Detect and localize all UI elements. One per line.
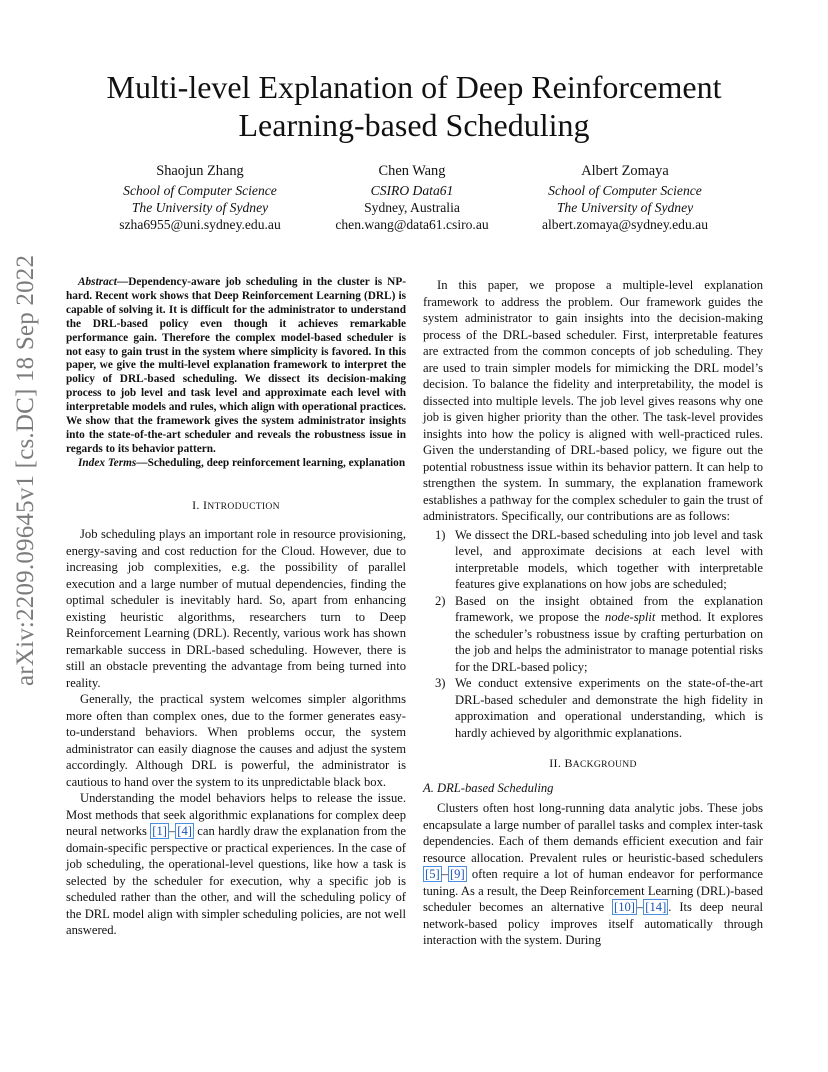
contributions-list [423, 527, 763, 742]
section-heading-introduction: I. INTRODUCTION [192, 497, 280, 512]
author-email: albert.zomaya@sydney.edu.au [541, 217, 708, 232]
intro-paragraph-1: Job scheduling plays an important role in resource provisioning, energy-saving and cost reduction for the Cloud. However, due to increasing job complexities, e.g. the possibility of parallel execution and a large number of mutual dependencies, finding the optimal scheduler is inevitably hard. So, apart from enhancing existing heuristic algorithms, researchers turn to Deep Reinforcement Learning (DRL). Recently, various work has shown remarkable success in DRL-based scheduling. However, there is still an obstacle preventing the advantage from being turned into reality. [66, 527, 406, 690]
index-terms-text: —Scheduling, deep reinforcement learning, explanation [136, 456, 406, 469]
citation-link[interactable]: [10] [614, 900, 635, 914]
author-name: Chen Wang [378, 163, 446, 179]
author-email: szha6955@uni.sydney.edu.au [119, 217, 281, 232]
right-column [423, 277, 763, 949]
citation-link[interactable]: [1] [152, 824, 167, 839]
author-affiliation: School of Computer Science [123, 183, 277, 198]
author-name: Shaojun Zhang [156, 163, 244, 179]
index-terms [66, 457, 406, 471]
author-affiliation: The University of Sydney [131, 200, 269, 215]
subsection-heading: A. DRL-based Scheduling [423, 780, 554, 795]
list-item: 1) We dissect the DRL-based scheduling into job level and task level, and approximate decisions at each level with interpretable models, which together with interpretable features give explanations on how jobs are scheduled; [435, 527, 763, 591]
abstract-label: Abstract [78, 276, 117, 288]
author-affiliation: CSIRO Data61 [370, 183, 454, 198]
author-block-1 [90, 163, 310, 233]
author-block-2 [302, 163, 522, 233]
background-paragraph-1: Clusters often host long-running data analytic jobs. These jobs encapsulate a large number of parallel tasks and complex inter-task dependencies. Each of them demands efficient execution and fair resource allocation. Prevalent rules or heuristic-based schedulers [5] – [9] often require a lot of human endeavor for performance tuning. As a result, the Deep Reinforcement Learning (DRL)-based scheduler becomes an alternative [10] – [14] . Its deep neural network-based policy improves itself automatically through interaction with the system. During [423, 801, 763, 947]
title-line-1: Multi-level Explanation of Deep Reinforcement [106, 69, 722, 105]
paper-title [60, 68, 768, 144]
author-name: Albert Zomaya [581, 163, 669, 179]
citation-link[interactable]: [14] [645, 900, 667, 914]
citation-link[interactable]: [5] [425, 867, 440, 881]
node-split-term: node-split [605, 610, 656, 624]
left-column [66, 276, 406, 939]
abstract [66, 276, 406, 457]
title-line-2: Learning-based Scheduling [238, 107, 590, 143]
list-item: 2) Based on the insight obtained from the explanation framework, we propose the node-split method. It explores the scheduler’s robustness issue by crafting perturbation on the job and helps the administrator to manage potential risks for the DRL-based policy; [435, 593, 763, 674]
abstract-text: —Dependency-aware job scheduling in the cluster is NP-hard. Recent work shows that Deep Reinforcement Learning (DRL) is capable of solving it. It is difficult for the administrator to understand the DRL-based policy even though it achieves remarkable performance gain. Therefore the complex model-based scheduler is not easy to gain trust in the system where simplicity is favored. In this paper, we give the multi-level explanation framework to interpret the policy of DRL-based scheduling. We dissect its decision-making process to job level and task level and approximate each level with interpretable models and rules, which align with operational practices. We show that the framework gives the system administrator insights into the state-of-the-art scheduler and reveals the robustness issue in regards to its behavior pattern. [66, 276, 406, 455]
section-heading-background: II. BACKGROUND [549, 756, 637, 770]
author-email: chen.wang@data61.csiro.au [335, 217, 489, 232]
index-terms-label: Index Terms [78, 456, 137, 469]
list-item: 3) We conduct extensive experiments on the state-of-the-art DRL-based scheduler and demonstrate the high fidelity in approximation and operational understanding, which is hardly achieved by algorithmic explanations. [435, 676, 763, 740]
author-block-3 [515, 163, 735, 233]
author-affiliation: School of Computer Science [548, 183, 702, 198]
intro-paragraph-4: In this paper, we propose a multiple-level explanation framework to address the problem. Our framework guides the system administrator to gain insights into the decision-making process of the DRL-based scheduler. First, interpretable features are extracted from the common concepts of job scheduling. They are used to train simpler models for mimicking the DRL model’s decision. To balance the fidelity and interpretability, the model is dissected into multiple levels. The job level gives reasons why one job is given higher priority than the other. The task-level provides insights into how the policy is aligned with well-practiced rules. Given the understanding of DRL-based policy, we figure out the potential robustness issue within its behavior pattern. It can help to strengthen the system. In summary, the explanation framework establishes a pathway for the complex scheduler to gain the trust of administrators. Specifically, our contributions are as follows: [423, 278, 763, 523]
intro-paragraph-2: Generally, the practical system welcomes simpler algorithms more often than complex ones, due to the former generates easy-to-understand behaviors. When problems occur, the system administrator can easily diagnose the causes and adjust the system accordingly. Although DRL is powerful, the administrator is cautious to hand over the system to its unpredictable black box. [66, 692, 406, 789]
citation-link[interactable]: [4] [177, 824, 192, 839]
intro-paragraph-3: Understanding the model behaviors helps to release the issue. Most methods that seek algorithmic explanations for complex deep neural networks [1] – [4] can hardly draw the explanation from the domain-specific perspective or practical experiences. In the case of job scheduling, the operational-level questions, like how a task is selected by the scheduler for execution, why a specific job is scheduled rather than the other, and will the scheduling policy of the DRL model align with simpler scheduling policies, are not well answered. [66, 791, 406, 938]
author-affiliation: The University of Sydney [556, 200, 694, 215]
arxiv-watermark: arXiv:2209.09645v1 [cs.DC] 18 Sep 2022 [12, 254, 39, 686]
author-affiliation: Sydney, Australia [364, 200, 460, 215]
citation-link[interactable]: [9] [449, 867, 465, 881]
